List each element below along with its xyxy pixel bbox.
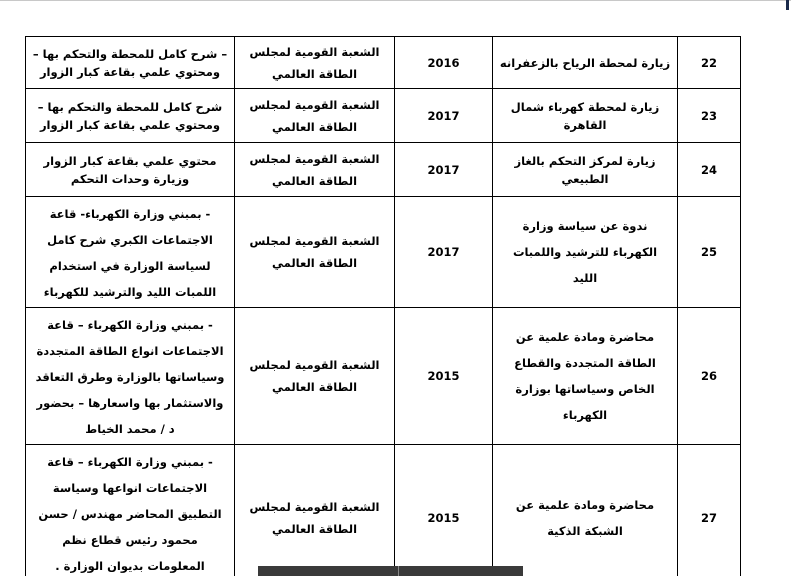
activity-year: 2017 [395,197,493,308]
organizer: الشعبة القومية لمجلس الطاقة العالمي [235,308,395,445]
activity-notes: – شرح كامل للمحطة والتحكم بها – ومحتوي علمي بقاعة كبار الزوار [26,37,235,89]
organizer: الشعبة القومية لمجلس الطاقة العالمي [235,143,395,197]
activity-title: ندوة عن سياسة وزارة الكهرباء للترشيد واللمبات الليد [493,197,678,308]
activities-table [25,36,741,576]
table-row [26,308,741,445]
viewer-toolbar[interactable] [258,566,523,576]
table-row [26,143,741,197]
row-number: 26 [678,308,741,445]
activity-notes: - بمبني وزارة الكهرباء- قاعة الاجتماعات الكبري شرح كامل لسياسة الوزارة في استخدام اللمبات الليد والترشيد للكهرباء [26,197,235,308]
organizer: الشعبة القومية لمجلس الطاقة العالمي [235,445,395,576]
activity-year: 2016 [395,37,493,89]
activity-title: محاضرة ومادة علمية عن الطاقة المتجددة والقطاع الخاص وسياساتها بوزارة الكهرباء [493,308,678,445]
row-number: 22 [678,37,741,89]
activity-notes: - بمبني وزارة الكهرباء – قاعة الاجتماعات انواعها وسياسة التطبيق المحاضر مهندس / حسن محمود رئيس قطاع نظم المعلومات بديوان الوزارة . [26,445,235,576]
window-edge [786,0,789,10]
activity-year: 2017 [395,89,493,143]
activity-title: زيارة لمحطة الرياح بالزعفرانه [493,37,678,89]
activity-notes: شرح كامل للمحطة والتحكم بها – ومحتوي علمي بقاعة كبار الزوار [26,89,235,143]
activity-year: 2015 [395,308,493,445]
row-number: 24 [678,143,741,197]
organizer: الشعبة القومية لمجلس الطاقة العالمي [235,89,395,143]
organizer: الشعبة القومية لمجلس الطاقة العالمي [235,197,395,308]
row-number: 27 [678,445,741,576]
activity-year: 2017 [395,143,493,197]
activity-title: زيارة لمحطة كهرباء شمال القاهرة [493,89,678,143]
activity-notes: محتوي علمي بقاعة كبار الزوار وزيارة وحدات التحكم [26,143,235,197]
table-row [26,197,741,308]
activity-title: زيارة لمركز التحكم بالغاز الطبيعي [493,143,678,197]
toolbar-divider [398,566,399,576]
row-number: 23 [678,89,741,143]
activity-title: محاضرة ومادة علمية عن الشبكة الذكية [493,445,678,576]
row-number: 25 [678,197,741,308]
organizer: الشعبة القومية لمجلس الطاقة العالمي [235,37,395,89]
table-row [26,37,741,89]
activity-year: 2015 [395,445,493,576]
page-top-rule [0,0,791,1]
table-row [26,445,741,576]
activity-notes: - بمبني وزارة الكهرباء – قاعة الاجتماعات انواع الطاقة المتجددة وسياساتها بالوزارة وطرق التعاقد والاستثمار بها واسعارها – بحضور د / محمد الخياط [26,308,235,445]
table-row [26,89,741,143]
